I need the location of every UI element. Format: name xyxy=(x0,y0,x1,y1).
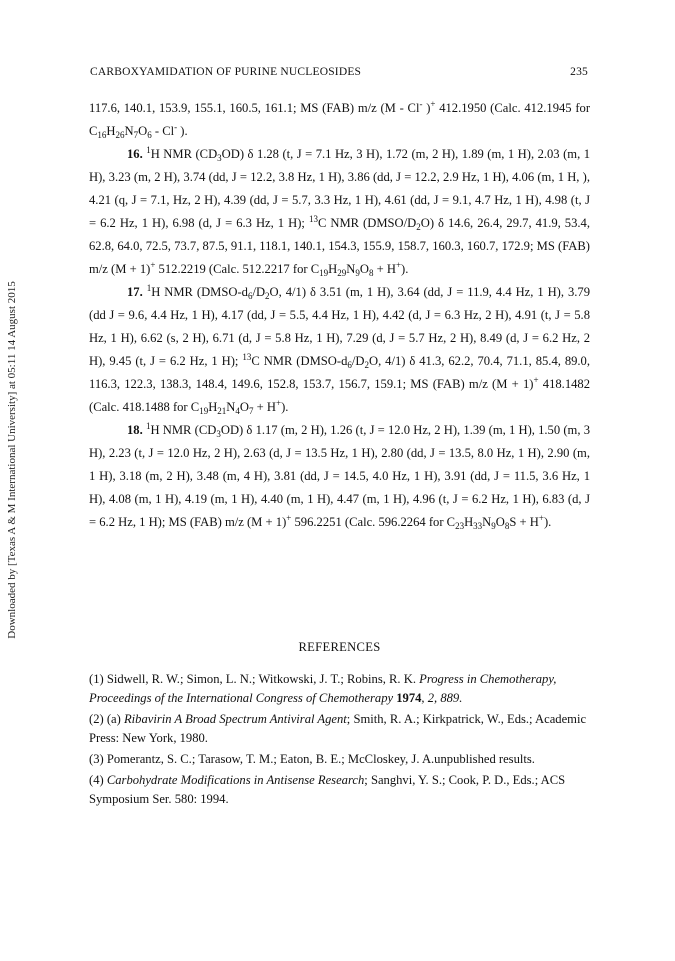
compound-number: 17. xyxy=(127,285,143,299)
reference-item: (3) Pomerantz, S. C.; Tarasow, T. M.; Eaton, B. E.; McCloskey, J. A.unpublished results. xyxy=(89,752,535,766)
paragraph-compound-17: 17. $^1$H NMR ($DMSO-d_6/D_2O$, 4/1) δ 3.51 (m, 1 H), 3.64 (dd, J = 11.9, 4.4 Hz, 1 H), 3.79 (dd J = 9.6, 4.4 Hz, 1 H), 4.17 (dd, J = 5.5, 4.4 Hz, 1 H), 4.42 (d, J = 6.3 Hz, 2 H), 4.91 (t, J = 5.8 Hz, 1 H), 6.62 (s, 2 H), 6.71 (d, J = 5.8 Hz, 1 H), 7.29 (d, J = 5.7 Hz, 2 H), 8.49 (d, J = 6.2 Hz, 2 H), 9.45 (t, J = 6.2 Hz, 1 H); $^{13}$C NMR ($DMSO-d_6/D_2O$, 4/1) δ 41.3, 62.2, 70.4, 71.1, 85.4, 89.0, 116.3, 122.3, 138.3, 148.4, 149.6, 152.8, 153.7, 156.7, 159.1; MS (FAB) m/z (M + 1)+ 418.1482 (Calc. 418.1488 for $C_{19}H_{21}N_4O_7 + H^+$). xyxy=(89,283,591,416)
compound-number: 16. xyxy=(127,147,143,161)
paragraph-compound-18: 18. $^1$H NMR $(CD_3OD)$ δ 1.17 (m, 2 H), 1.26 (t, J = 12.0 Hz, 2 H), 1.39 (m, 1 H), 1.50 (m, 3 H), 2.23 (t, J = 12.0 Hz, 2 H), 2.63 (d, J = 13.5 Hz, 1 H), 2.80 (dd, J = 13.5, 8.0 Hz, 1 H), 2.90 (m, 1 H), 3.18 (m, 2 H), 3.48 (m, 4 H), 3.81 (dd, J = 14.5, 4.0 Hz, 1 H), 3.91 (dd, J = 11.5, 3.6 Hz, 1 H), 4.08 (m, 1 H), 4.19 (m, 1 H), 4.40 (m, 1 H), 4.47 (m, 1 H), 4.96 (t, J = 6.2 Hz, 1 H), 6.83 (d, J = 6.2 Hz, 1 H); MS (FAB) m/z (M + 1)+ 596.2251 (Calc. 596.2264 for $C_{23}H_{33}N_9O_8S + H^+$). xyxy=(89,421,590,531)
reference-list xyxy=(89,670,590,811)
paragraph-continuation: 117.6, 140.1, 153.9, 155.1, 160.5, 161.1; MS (FAB) m/z (M - Cl- )+ 412.1950 (Calc. 412.1945 for $C_{16}H_{26}N_7O_6 - Cl^-$ ). xyxy=(89,99,591,140)
body-text xyxy=(89,97,590,534)
reference-item: (1) Sidwell, R. W.; Simon, L. N.; Witkowski, J. T.; Robins, R. K. Progress in Chemotherapy, Proceedings of the International Congress of Chemotherapy 1974, 2, 889. xyxy=(89,672,557,705)
running-head-title: CARBOXYAMIDATION OF PURINE NUCLEOSIDES xyxy=(90,66,362,78)
references-heading: REFERENCES xyxy=(298,640,381,654)
paragraph-compound-16: 16. $^1$H NMR $(CD_3OD)$ δ 1.28 (t, J = 7.1 Hz, 3 H), 1.72 (m, 2 H), 1.89 (m, 1 H), 2.03 (m, 1 H), 3.23 (m, 2 H), 3.74 (dd, J = 12.2, 3.8 Hz, 1 H), 3.86 (dd, J = 12.2, 2.9 Hz, 1 H), 4.06 (m, 1 H, ), 4.21 (q, J = 7.1, Hz, 2 H), 4.39 (dd, J = 5.7, 3.3 Hz, 1 H), 4.61 (dd, J = 9.1, 4.7 Hz, 1 H), 4.98 (t, J = 6.2 Hz, 1 H), 6.98 (d, J = 6.3 Hz, 1 H); $^{13}$C NMR $(DMSO/D_2O)$ δ 14.6, 26.4, 29.7, 41.9, 53.4, 62.8, 64.0, 72.5, 73.7, 87.5, 91.1, 118.1, 140.1, 154.3, 155.9, 158.7, 160.3, 160.7, 172.9; MS (FAB) m/z (M + 1)+ 512.2219 (Calc. 512.2217 for $C_{19}H_{29}N_9O_8 + H^+$). xyxy=(89,145,590,278)
reference-item: (4) Carbohydrate Modifications in Antisense Research; Sanghvi, Y. S.; Cook, P. D., Eds.; ACS Symposium Ser. 580: 1994. xyxy=(89,773,566,806)
compound-number: 18. xyxy=(127,423,143,437)
page-number: 235 xyxy=(570,66,588,78)
download-watermark-text: Downloaded by [Texas A & M International University] at 05:11 14 August 2015 xyxy=(6,281,18,639)
download-watermark xyxy=(4,200,20,720)
reference-item: (2) (a) Ribavirin A Broad Spectrum Antiviral Agent; Smith, R. A.; Kirkpatrick, W., Eds.; Academic Press: New York, 1980. xyxy=(89,712,587,745)
